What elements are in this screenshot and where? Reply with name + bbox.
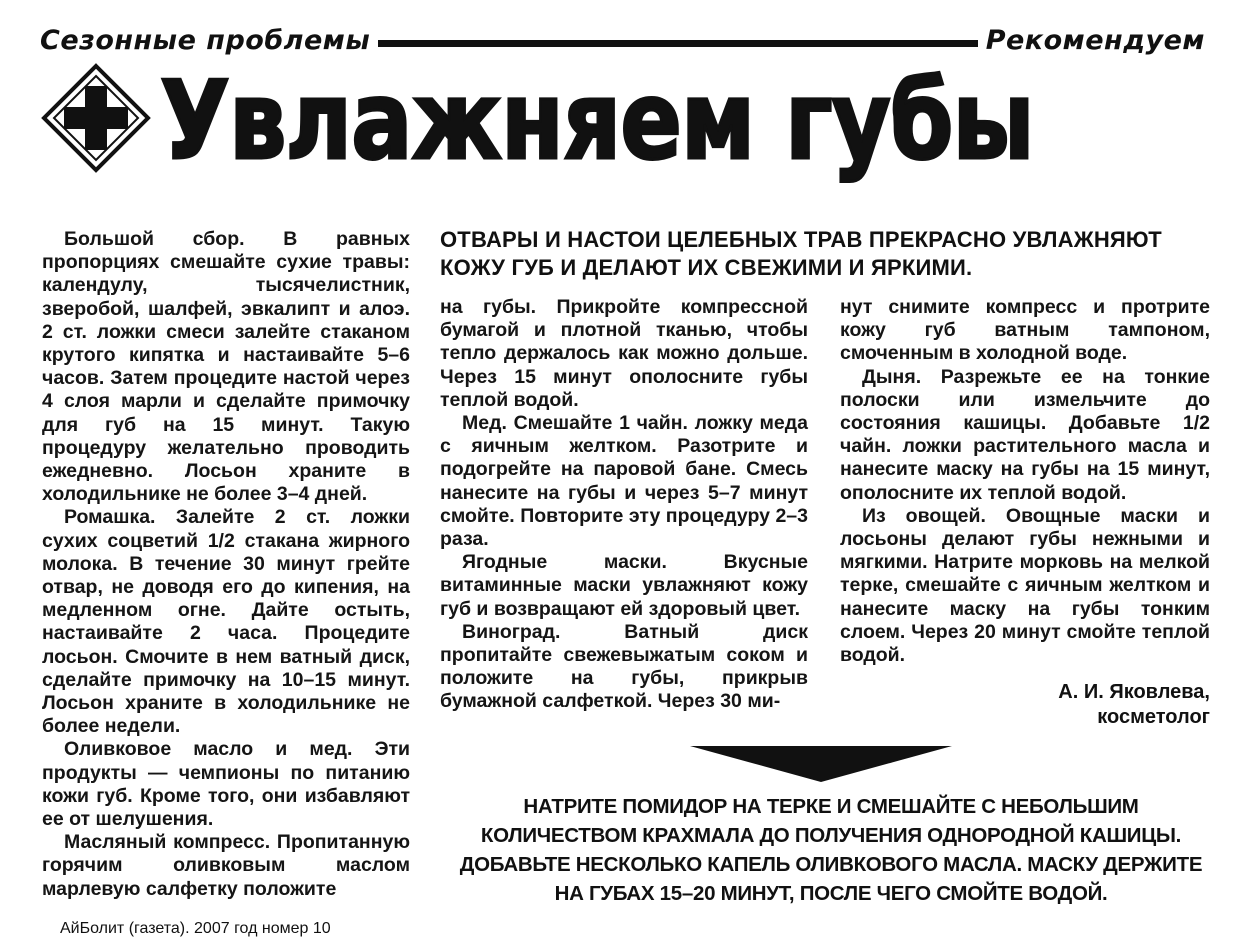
- paragraph-heading: Из овощей.: [862, 504, 986, 527]
- paragraph-text: Овощные маски и лосьоны делают губы нежными и мягкими. Натрите морковь на мелкой терке, смешайте с яичным желтком и нанесите маску на губы тонким слоем. Через 20 минут смойте теплой водой.: [840, 504, 1210, 667]
- paragraph: [840, 296, 1210, 366]
- paragraph: [440, 551, 808, 621]
- column-2: [440, 296, 808, 714]
- medical-cross-icon: [40, 62, 152, 174]
- column-1: [42, 228, 410, 901]
- paragraph-text: Вкусные витаминные маски увлажняют кожу губ и возвращают ей здоровый цвет.: [440, 551, 808, 620]
- paragraph: [840, 505, 1210, 667]
- paragraph-heading: Дыня.: [862, 365, 922, 388]
- source-caption: АйБолит (газета). 2007 год номер 10: [60, 920, 331, 937]
- tip-box: НАТРИТЕ ПОМИДОР НА ТЕРКЕ И СМЕШАЙТЕ С НЕБОЛЬШИМ КОЛИЧЕСТВОМ КРАХМАЛА ДО ПОЛУЧЕНИЯ ОДНОРОДНОЙ КАШИЦЫ. ДОБАВЬТЕ НЕСКОЛЬКО КАПЕЛЬ ОЛИВКОВОГО МАСЛА. МАСКУ ДЕРЖИТЕ НА ГУБАХ 15–20 МИНУТ, ПОСЛЕ ЧЕГО СМОЙТЕ ВОДОЙ.: [459, 795, 1203, 905]
- paragraph-text: Залейте 2 ст. ложки сухих соцветий 1/2 стакана жирного молока. В течение 30 минут грейте отвар, не доводя его до кипения, на медленном огне. Дайте остыть, настаивайте 2 часа. Процедите лосьон. Смочите в нем ватный диск, сделайте примочку на 10–15 минут. Лосьон храните в холодильнике не более недели.: [42, 506, 410, 738]
- paragraph-text: Эти продукты — чемпионы по питанию кожи губ. Кроме того, они избавляют ее от шелушения.: [42, 738, 410, 831]
- rubric-rule: [378, 40, 977, 47]
- paragraph-text: Пропитанную горячим оливковым маслом марлевую салфетку положите: [42, 831, 410, 900]
- paragraph-text: на губы. Прикройте компрессной бумагой и плотной тканью, чтобы тепло держалось как можно дольше. Через 15 минут ополосните губы теплой водой.: [440, 296, 808, 411]
- author-signature: [1058, 680, 1210, 730]
- paragraph: [42, 506, 410, 738]
- paragraph: [42, 228, 410, 506]
- rubric-right: Рекомендуем: [985, 24, 1205, 56]
- article-lead: ОТВАРЫ И НАСТОИ ЦЕЛЕБНЫХ ТРАВ ПРЕКРАСНО УВЛАЖНЯЮТ КОЖУ ГУБ И ДЕЛАЮТ ИХ СВЕЖИМИ И ЯРКИМИ.: [440, 227, 1162, 280]
- paragraph-heading: Виноград.: [462, 620, 561, 643]
- author-role: косметолог: [1097, 706, 1210, 728]
- paragraph: [440, 621, 808, 714]
- paragraph-heading: Масляный компресс.: [64, 831, 271, 854]
- paragraph: [440, 296, 808, 412]
- paragraph-heading: Ягодные маски.: [462, 551, 667, 574]
- paragraph-text: нут снимите компресс и протрите кожу губ ватным тампоном, смоченным в холодной воде.: [840, 296, 1210, 365]
- paragraph-text: Разрежьте ее на тонкие полоски или измельчите до состояния кашицы. Добавьте 1/2 чайн. ложки растительного масла и нанесите маску на губы на 15 минут, ополосните их теплой водой.: [840, 365, 1210, 504]
- article-title: Увлажняем губы: [160, 59, 1034, 184]
- paragraph-text: Смешайте 1 чайн. ложку меда с яичным желтком. Разотрите и подогрейте на паровой бане. Смесь нанесите на губы и через 5–7 минут смойте. Повторите эту процедуру 2–3 раза.: [440, 412, 808, 551]
- arrow-down-icon: [690, 746, 952, 782]
- paragraph-heading: Ромашка.: [64, 506, 156, 529]
- paragraph-heading: Оливковое масло и мед.: [64, 738, 353, 761]
- paragraph: [42, 738, 410, 831]
- paragraph: [840, 366, 1210, 505]
- paragraph: [42, 831, 410, 901]
- author-name: А. И. Яковлева,: [1058, 681, 1210, 703]
- paragraph-heading: Большой сбор.: [64, 228, 245, 250]
- paragraph-heading: Мед.: [462, 412, 507, 435]
- paragraph: [440, 412, 808, 551]
- paragraph-text: Ватный диск пропитайте свежевыжатым соком и положите на губы, прикрыв бумажной салфеткой. Через 30 ми-: [440, 620, 808, 713]
- rubric-left: Сезонные проблемы: [40, 24, 371, 56]
- column-3: [840, 296, 1210, 667]
- paragraph-text: В равных пропорциях смешайте сухие травы: календулу, тысячелистник, зверобой, шалфей, эвкалипт и алоэ. 2 ст. ложки смеси залейте стаканом крутого кипятка и настаивайте 5–6 часов. Затем процедите настой через 4 слоя марли и сделайте примочку для губ на 15 минут. Такую процедуру желательно проводить ежедневно. Лосьон храните в холодильнике не более 3–4 дней.: [42, 228, 410, 506]
